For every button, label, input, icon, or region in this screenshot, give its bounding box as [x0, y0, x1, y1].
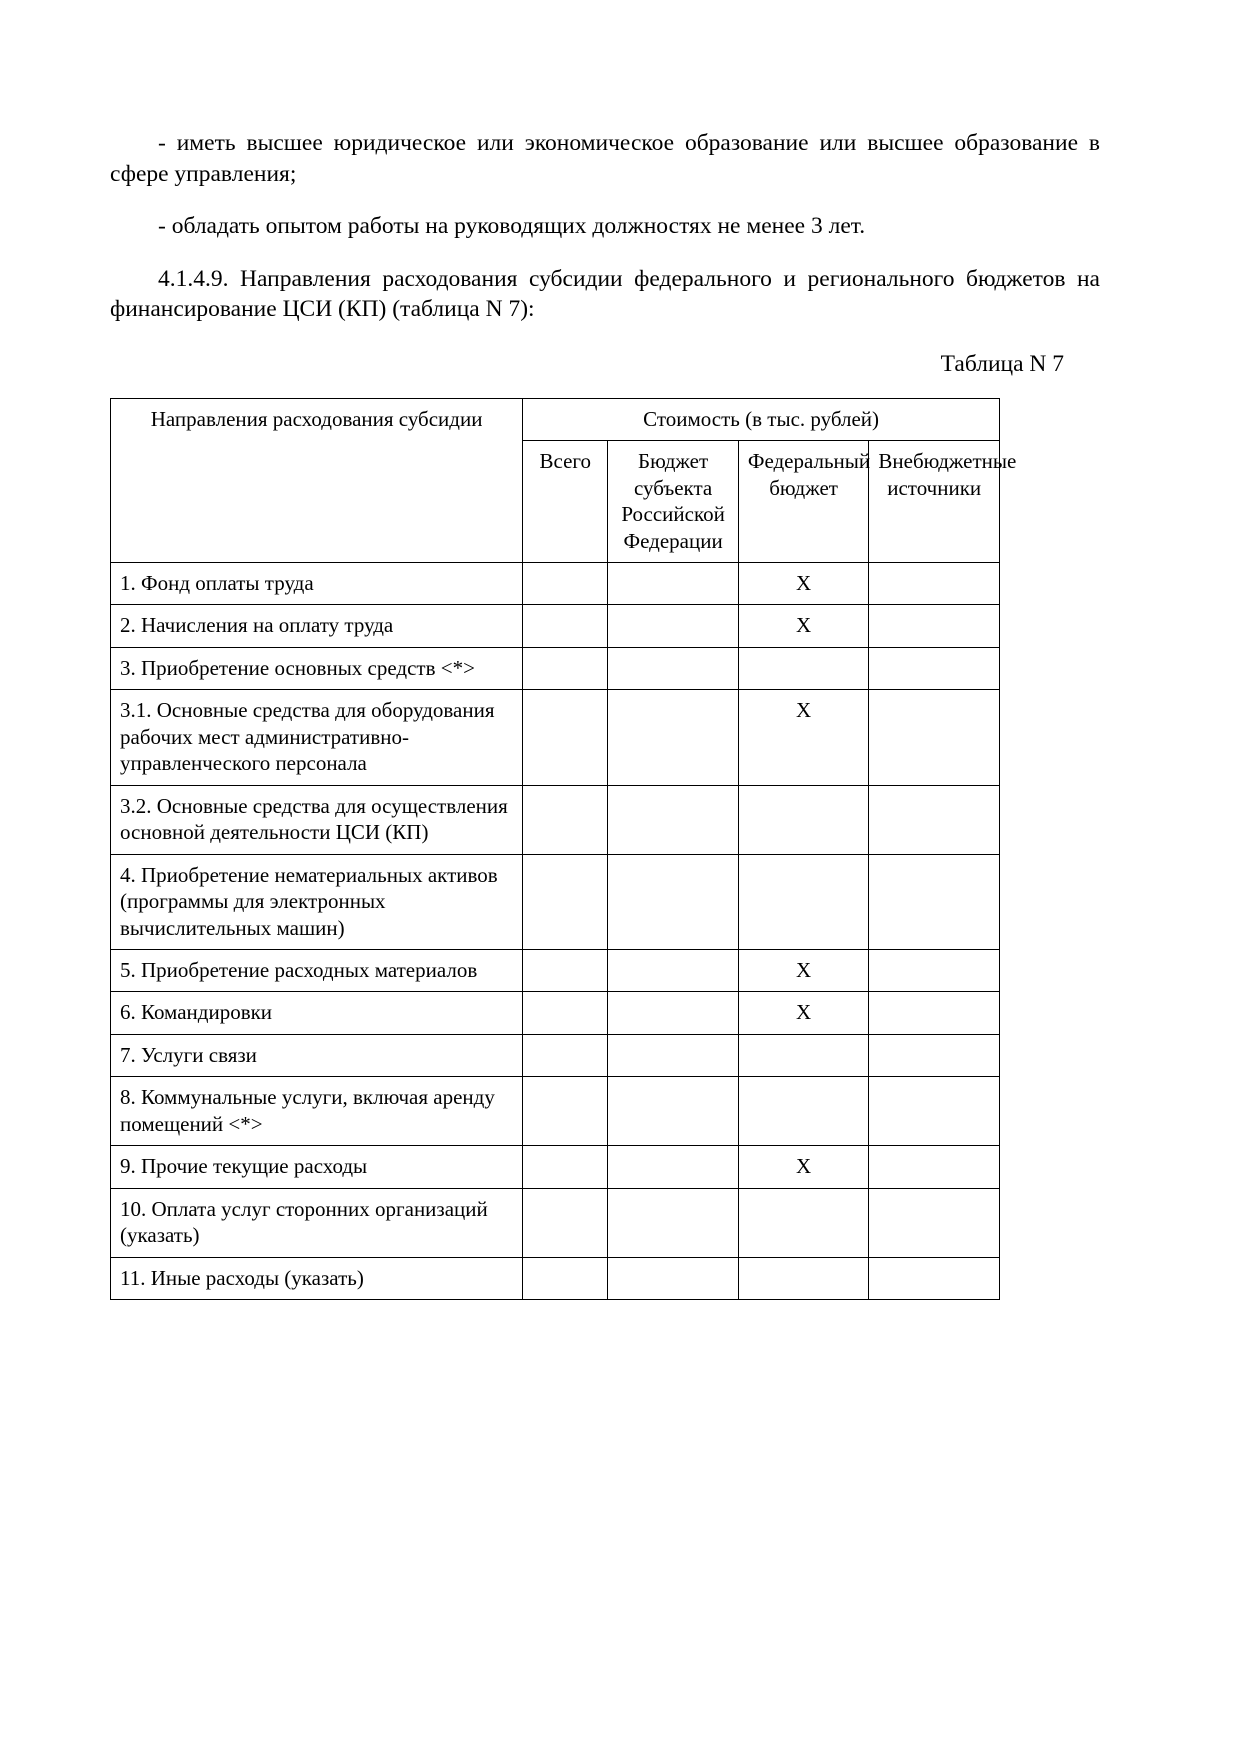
- column-header-extrabudgetary-sources: Внебюджетные источники: [869, 441, 1000, 563]
- column-header-federal-budget: Федеральный бюджет: [738, 441, 869, 563]
- cell-subject-budget[interactable]: [608, 1034, 739, 1076]
- row-label: 3. Приобретение основных средств <*>: [111, 647, 523, 689]
- cell-total[interactable]: [523, 1188, 608, 1257]
- cell-total[interactable]: [523, 1034, 608, 1076]
- cell-total[interactable]: [523, 563, 608, 605]
- table-row: [111, 690, 1000, 785]
- column-header-total: Всего: [523, 441, 608, 563]
- table-row: [111, 605, 1000, 647]
- row-label: 5. Приобретение расходных материалов: [111, 949, 523, 991]
- table-row: [111, 563, 1000, 605]
- cell-extrabudgetary[interactable]: [869, 647, 1000, 689]
- cell-subject-budget[interactable]: [608, 605, 739, 647]
- table-row: [111, 1077, 1000, 1146]
- row-label: 1. Фонд оплаты труда: [111, 563, 523, 605]
- cell-subject-budget[interactable]: [608, 1146, 739, 1188]
- cell-subject-budget[interactable]: [608, 854, 739, 949]
- row-label: 3.1. Основные средства для оборудования рабочих мест административно-управленческого персонала: [111, 690, 523, 785]
- cell-total[interactable]: [523, 1257, 608, 1299]
- cell-total[interactable]: [523, 992, 608, 1034]
- column-header-cost-group: Стоимость (в тыс. рублей): [523, 398, 1000, 440]
- column-header-directions: Направления расходования субсидии: [111, 398, 523, 562]
- cell-federal-budget[interactable]: X: [738, 1146, 869, 1188]
- cell-subject-budget[interactable]: [608, 647, 739, 689]
- table-row: [111, 647, 1000, 689]
- cell-subject-budget[interactable]: [608, 563, 739, 605]
- cell-federal-budget[interactable]: [738, 1188, 869, 1257]
- column-header-subject-budget: Бюджет субъекта Российской Федерации: [608, 441, 739, 563]
- row-label: 6. Командировки: [111, 992, 523, 1034]
- cell-extrabudgetary[interactable]: [869, 949, 1000, 991]
- cell-federal-budget[interactable]: [738, 785, 869, 854]
- cell-extrabudgetary[interactable]: [869, 1146, 1000, 1188]
- row-label: 10. Оплата услуг сторонних организаций (указать): [111, 1188, 523, 1257]
- cell-federal-budget[interactable]: X: [738, 690, 869, 785]
- cell-total[interactable]: [523, 1146, 608, 1188]
- cell-total[interactable]: [523, 785, 608, 854]
- cell-total[interactable]: [523, 949, 608, 991]
- cell-subject-budget[interactable]: [608, 690, 739, 785]
- cell-total[interactable]: [523, 690, 608, 785]
- cell-federal-budget[interactable]: X: [738, 605, 869, 647]
- row-label: 9. Прочие текущие расходы: [111, 1146, 523, 1188]
- table-body: [111, 563, 1000, 1300]
- cell-extrabudgetary[interactable]: [869, 1257, 1000, 1299]
- cell-subject-budget[interactable]: [608, 1257, 739, 1299]
- table-row: [111, 1034, 1000, 1076]
- row-label: 7. Услуги связи: [111, 1034, 523, 1076]
- paragraph-subsidy-directions-intro: 4.1.4.9. Направления расходования субсидии федерального и регионального бюджетов на финансирование ЦСИ (КП) (таблица N 7):: [110, 265, 1100, 323]
- table-row: [111, 949, 1000, 991]
- row-label: 8. Коммунальные услуги, включая аренду помещений <*>: [111, 1077, 523, 1146]
- cell-extrabudgetary[interactable]: [869, 605, 1000, 647]
- cell-total[interactable]: [523, 605, 608, 647]
- cell-total[interactable]: [523, 647, 608, 689]
- row-label: 4. Приобретение нематериальных активов (программы для электронных вычислительных машин): [111, 854, 523, 949]
- cell-extrabudgetary[interactable]: [869, 563, 1000, 605]
- cell-extrabudgetary[interactable]: [869, 1034, 1000, 1076]
- row-label: 2. Начисления на оплату труда: [111, 605, 523, 647]
- table-row: [111, 1146, 1000, 1188]
- cell-subject-budget[interactable]: [608, 992, 739, 1034]
- table-row: [111, 1188, 1000, 1257]
- table-row: [111, 992, 1000, 1034]
- cell-extrabudgetary[interactable]: [869, 992, 1000, 1034]
- cell-federal-budget[interactable]: X: [738, 992, 869, 1034]
- table-row: [111, 854, 1000, 949]
- cell-extrabudgetary[interactable]: [869, 785, 1000, 854]
- paragraph-experience-requirement: - обладать опытом работы на руководящих должностях не менее 3 лет.: [158, 213, 866, 240]
- cell-subject-budget[interactable]: [608, 785, 739, 854]
- cell-federal-budget[interactable]: [738, 1257, 869, 1299]
- cell-federal-budget[interactable]: [738, 1034, 869, 1076]
- table-row: [111, 1257, 1000, 1299]
- cell-subject-budget[interactable]: [608, 1077, 739, 1146]
- subsidy-spending-table: [110, 398, 1017, 1300]
- cell-federal-budget[interactable]: X: [738, 949, 869, 991]
- cell-extrabudgetary[interactable]: [869, 854, 1000, 949]
- cell-subject-budget[interactable]: [608, 1188, 739, 1257]
- cell-subject-budget[interactable]: [608, 949, 739, 991]
- cell-federal-budget[interactable]: X: [738, 563, 869, 605]
- cell-total[interactable]: [523, 854, 608, 949]
- table-header-row-group: [111, 398, 1000, 440]
- cell-federal-budget[interactable]: [738, 854, 869, 949]
- cell-extrabudgetary[interactable]: [869, 1188, 1000, 1257]
- row-label: 11. Иные расходы (указать): [111, 1257, 523, 1299]
- table-head: [111, 398, 1017, 562]
- cell-total[interactable]: [523, 1077, 608, 1146]
- cell-extrabudgetary[interactable]: [869, 1077, 1000, 1146]
- cell-extrabudgetary[interactable]: [869, 690, 1000, 785]
- cell-federal-budget[interactable]: [738, 647, 869, 689]
- row-label: 3.2. Основные средства для осуществления основной деятельности ЦСИ (КП): [111, 785, 523, 854]
- cell-federal-budget[interactable]: [738, 1077, 869, 1146]
- paragraph-education-requirement: - иметь высшее юридическое или экономическое образование или высшее образование в сфере управления;: [110, 130, 1100, 187]
- table-caption: Таблица N 7: [940, 350, 1064, 377]
- table-row: [111, 785, 1000, 854]
